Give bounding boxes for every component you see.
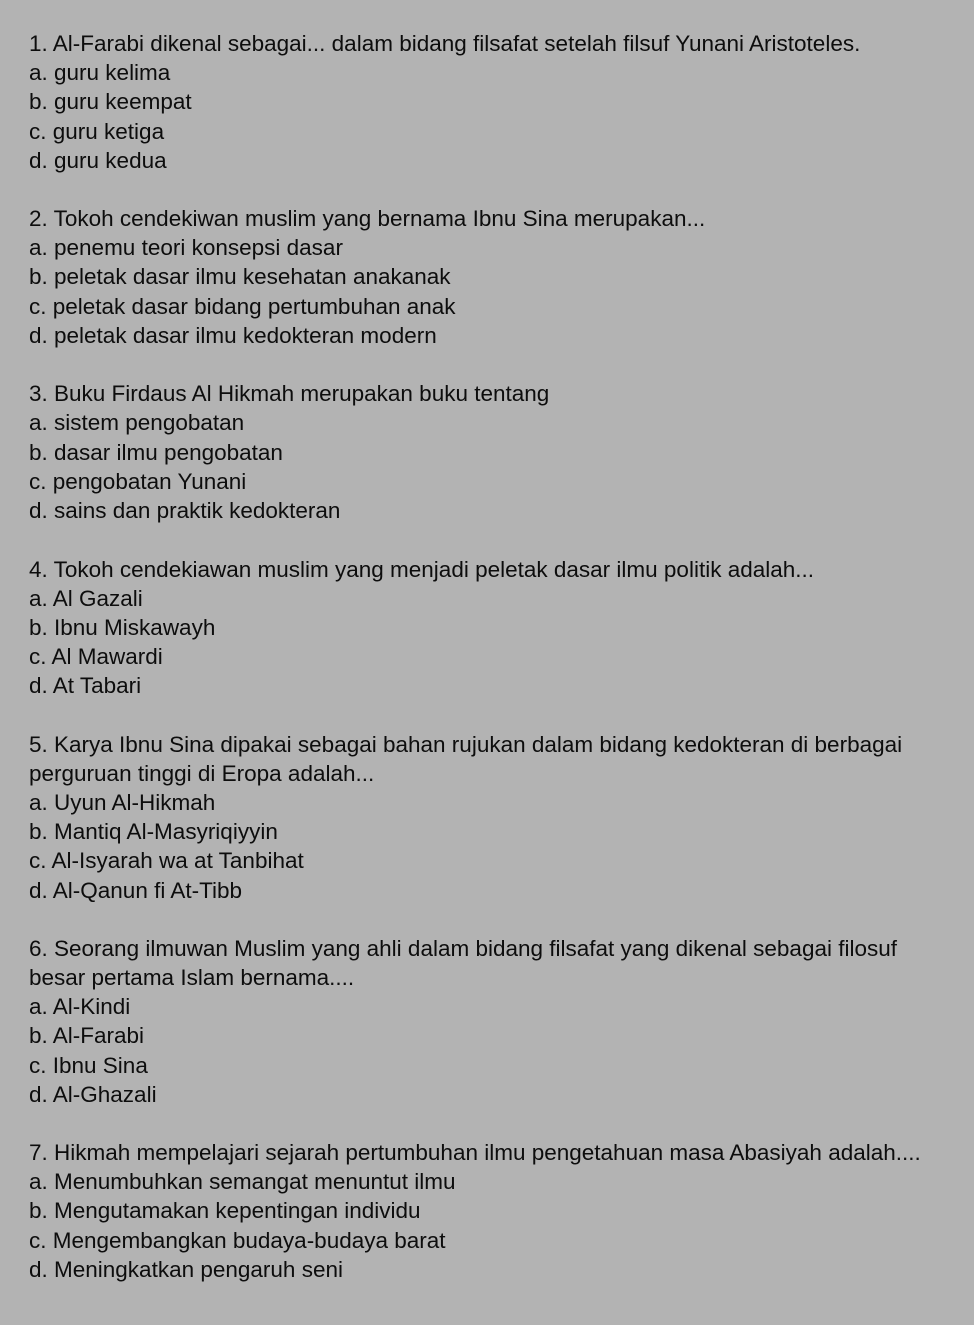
option-list [29, 408, 974, 525]
question-text: 4. Tokoh cendekiawan muslim yang menjadi peletak dasar ilmu politik adalah... [29, 556, 815, 582]
question-text: 5. Karya Ibnu Sina dipakai sebagai bahan rujukan dalam bidang kedokteran di berbagai perguruan tinggi di Eropa adalah... [29, 731, 903, 786]
option-list [29, 58, 974, 175]
option-list [29, 1167, 974, 1284]
question-text: 7. Hikmah mempelajari sejarah pertumbuhan ilmu pengetahuan masa Abasiyah adalah.... [29, 1140, 921, 1166]
option-list [29, 788, 974, 905]
option-a: a. penemu teori konsepsi dasar [29, 235, 343, 261]
option-b: b. Al-Farabi [29, 1023, 145, 1049]
question-6 [29, 934, 974, 1109]
option-a: a. guru kelima [29, 60, 171, 85]
option-b: b. peletak dasar ilmu kesehatan anakanak [29, 264, 451, 290]
option-d: d. At Tabari [29, 673, 142, 699]
option-c: c. peletak dasar bidang pertumbuhan anak [29, 293, 456, 319]
option-c: c. guru ketiga [29, 118, 165, 144]
question-1 [29, 29, 974, 175]
option-d: d. peletak dasar ilmu kedokteran modern [29, 323, 437, 349]
option-c: c. Al-Isyarah wa at Tanbihat [29, 848, 304, 874]
option-a: a. sistem pengobatan [29, 410, 245, 436]
question-text: 1. Al-Farabi dikenal sebagai... dalam bidang filsafat setelah filsuf Yunani Aristoteles. [29, 31, 861, 56]
option-b: b. Mengutamakan kepentingan individu [29, 1198, 421, 1224]
question-3 [29, 379, 974, 525]
option-a: a. Al-Kindi [29, 993, 131, 1019]
option-b: b. guru keempat [29, 89, 192, 115]
option-a: a. Al Gazali [29, 585, 143, 611]
option-d: d. Al-Ghazali [29, 1081, 157, 1107]
question-5 [29, 730, 974, 905]
option-b: b. dasar ilmu pengobatan [29, 439, 283, 465]
option-b: b. Mantiq Al-Masyriqiyyin [29, 819, 278, 845]
option-d: d. Meningkatkan pengaruh seni [29, 1257, 343, 1283]
question-2 [29, 204, 974, 350]
option-c: c. pengobatan Yunani [29, 468, 247, 494]
question-text: 3. Buku Firdaus Al Hikmah merupakan buku tentang [29, 381, 550, 407]
question-text: 6. Seorang ilmuwan Muslim yang ahli dalam bidang filsafat yang dikenal sebagai filosuf besar pertama Islam bernama.... [29, 935, 897, 990]
option-b: b. Ibnu Miskawayh [29, 614, 216, 640]
question-7 [29, 1138, 974, 1284]
option-d: d. sains dan praktik kedokteran [29, 498, 341, 524]
option-a: a. Uyun Al-Hikmah [29, 789, 216, 815]
option-list [29, 584, 974, 701]
option-d: d. guru kedua [29, 147, 167, 173]
option-c: c. Al Mawardi [29, 644, 163, 670]
option-d: d. Al-Qanun fi At-Tibb [29, 877, 243, 903]
option-list [29, 233, 974, 350]
option-c: c. Mengembangkan budaya-budaya barat [29, 1227, 446, 1253]
question-text: 2. Tokoh cendekiwan muslim yang bernama Ibnu Sina merupakan... [29, 206, 706, 232]
question-4 [29, 555, 974, 701]
option-list [29, 992, 974, 1109]
option-a: a. Menumbuhkan semangat menuntut ilmu [29, 1169, 456, 1195]
option-c: c. Ibnu Sina [29, 1052, 148, 1078]
